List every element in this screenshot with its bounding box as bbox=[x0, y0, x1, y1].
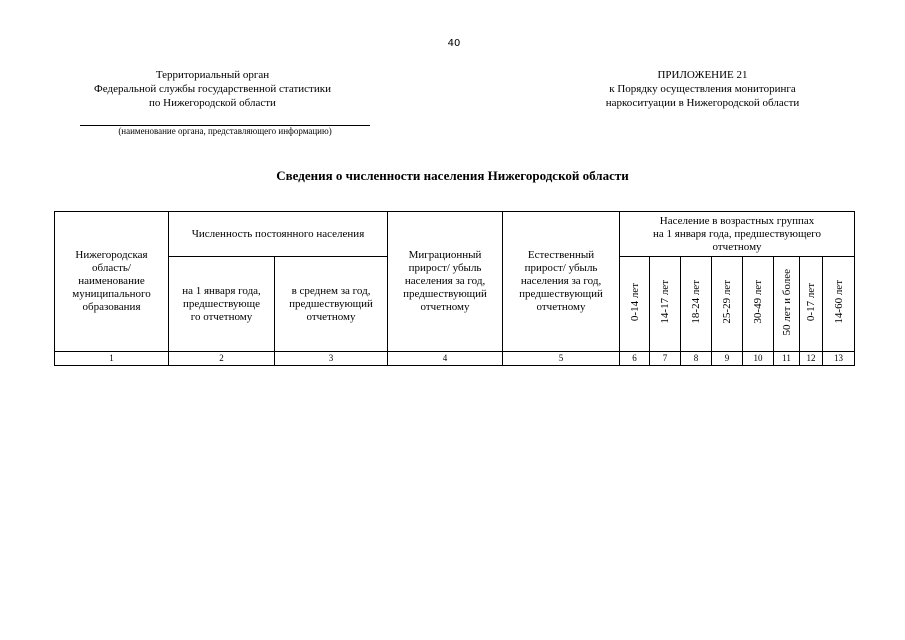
column-number: 7 bbox=[650, 352, 681, 366]
issuer-line-2: Федеральной службы государственной статистики bbox=[94, 83, 331, 95]
header-migration-line: населения за год, bbox=[404, 275, 486, 287]
appendix-line-2: к Порядку осуществления мониторинга bbox=[609, 83, 796, 95]
header-age-18-24 bbox=[681, 257, 712, 352]
header-natural-growth-line: Естественный bbox=[527, 249, 595, 261]
header-population-jan1-line: го отчетному bbox=[190, 310, 253, 323]
header-migration bbox=[388, 212, 503, 352]
header-population-average-line: отчетному bbox=[306, 310, 356, 323]
header-population-average-line: в среднем за год, bbox=[291, 284, 371, 297]
header-population-average bbox=[275, 257, 388, 352]
header-region-line: образования bbox=[82, 301, 141, 313]
appendix-block bbox=[575, 68, 830, 110]
header-age-30-49 bbox=[743, 257, 774, 352]
appendix-line-3: наркоситуации в Нижегородской области bbox=[605, 97, 800, 109]
header-population-group: Численность постоянного населения bbox=[169, 212, 388, 257]
header-region-line: Нижегородская bbox=[75, 249, 148, 261]
header-migration-line: отчетному bbox=[420, 301, 470, 313]
header-natural-growth-line: населения за год, bbox=[520, 275, 602, 287]
column-number: 11 bbox=[774, 352, 800, 366]
header-population-jan1-line: предшествующе bbox=[183, 297, 260, 310]
column-number: 6 bbox=[620, 352, 650, 366]
header-migration-line: Миграционный bbox=[408, 249, 482, 261]
header-natural-growth bbox=[503, 212, 620, 352]
header-region-line: наименование bbox=[78, 275, 145, 287]
header-age-14-60 bbox=[823, 257, 855, 352]
header-age-14-17 bbox=[650, 257, 681, 352]
column-number: 1 bbox=[55, 352, 169, 366]
column-number: 5 bbox=[503, 352, 620, 366]
column-number: 12 bbox=[800, 352, 823, 366]
column-number: 8 bbox=[681, 352, 712, 366]
header-population-jan1-line: на 1 января года, bbox=[182, 284, 261, 297]
header-natural-growth-line: предшествующий bbox=[519, 288, 603, 300]
header-age-group-line: на 1 января года, предшествующего bbox=[653, 227, 822, 240]
issuer-line-3: по Нижегородской области bbox=[149, 97, 276, 109]
column-number: 4 bbox=[388, 352, 503, 366]
age-label: 30-49 лет bbox=[752, 280, 765, 324]
header-age-group-line: Население в возрастных группах bbox=[659, 214, 815, 227]
column-number: 10 bbox=[743, 352, 774, 366]
age-label: 0-17 лет bbox=[805, 282, 818, 322]
header-migration-line: предшествующий bbox=[403, 288, 487, 300]
header-region-line: область/ bbox=[92, 262, 131, 274]
header-region-line: муниципального bbox=[72, 288, 151, 300]
header-age-group-line: отчетному bbox=[712, 240, 762, 253]
page-number: 40 bbox=[447, 38, 461, 49]
age-label: 50 лет и более bbox=[780, 268, 793, 336]
org-name-caption: (наименование органа, представляющего информацию) bbox=[118, 126, 332, 136]
age-label: 14-17 лет bbox=[659, 280, 672, 324]
age-label: 14-60 лет bbox=[832, 280, 845, 324]
header-age-25-29 bbox=[712, 257, 743, 352]
column-number: 3 bbox=[275, 352, 388, 366]
header-region bbox=[55, 212, 169, 352]
header-natural-growth-line: отчетному bbox=[536, 301, 586, 313]
appendix-line-1: ПРИЛОЖЕНИЕ 21 bbox=[657, 69, 748, 81]
document-title: Сведения о численности населения Нижегородской области bbox=[276, 168, 629, 183]
issuer-block bbox=[60, 68, 365, 110]
issuer-line-1: Территориальный орган bbox=[155, 69, 270, 81]
age-label: 0-14 лет bbox=[628, 282, 641, 322]
header-age-0-14 bbox=[620, 257, 650, 352]
header-age-group bbox=[620, 212, 855, 257]
header-age-0-17 bbox=[800, 257, 823, 352]
header-natural-growth-line: прирост/ убыль bbox=[524, 262, 598, 274]
column-number: 13 bbox=[823, 352, 855, 366]
header-migration-line: прирост/ убыль bbox=[408, 262, 482, 274]
column-number: 2 bbox=[169, 352, 275, 366]
header-population-average-line: предшествующий bbox=[289, 297, 373, 310]
population-table bbox=[54, 211, 855, 366]
age-label: 25-29 лет bbox=[721, 280, 734, 324]
header-age-50-plus bbox=[774, 257, 800, 352]
age-label: 18-24 лет bbox=[690, 280, 703, 324]
header-population-jan1 bbox=[169, 257, 275, 352]
column-number: 9 bbox=[712, 352, 743, 366]
